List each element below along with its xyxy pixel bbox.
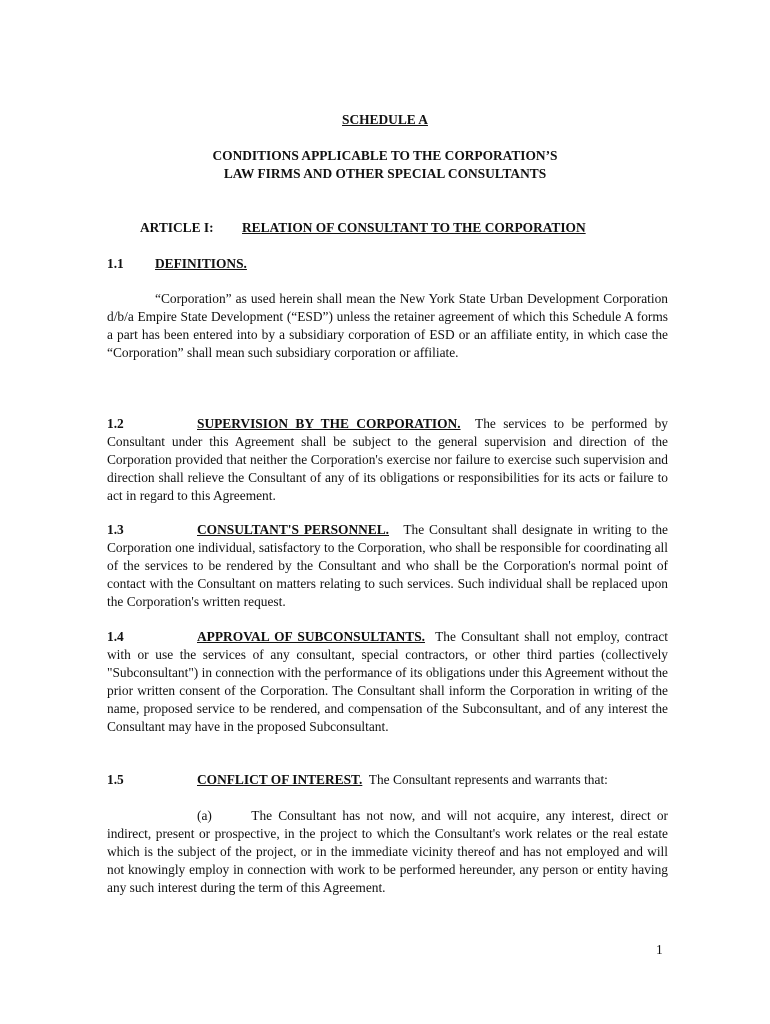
schedule-title: SCHEDULE A xyxy=(342,112,428,127)
section-1-2-number: 1.2 xyxy=(107,416,124,431)
article-label: ARTICLE I: xyxy=(140,220,214,235)
section-1-3 xyxy=(107,521,668,611)
section-1-1-body: “Corporation” as used herein shall mean the New York State Urban Development Corporation d/b/a Empire State Development (“ESD”) unless the retainer agreement of which this Schedule A forms a part has been entered into by a subsidiary corporation of ESD or an affiliate entity, in which case the “Corporation” shall mean such subsidiary corporation or affiliate. xyxy=(107,291,668,360)
section-1-5 xyxy=(107,771,668,789)
section-1-4-number: 1.4 xyxy=(107,629,124,644)
section-1-2-heading: SUPERVISION BY THE CORPORATION. xyxy=(197,416,461,431)
section-1-3-heading: CONSULTANT'S PERSONNEL. xyxy=(197,522,390,537)
conditions-title-line1: CONDITIONS APPLICABLE TO THE CORPORATION’S xyxy=(212,148,558,163)
section-1-2-body: The services to be performed by Consultant under this Agreement shall be subject to the general supervision and direction of the Corporation provided that neither the Corporation's exercise nor failure to exercise such supervision and direction shall relieve the Consultant of any of its obligations or responsibilities for its acts or failure to act in regard to this Agreement. xyxy=(107,416,668,503)
section-1-5-body: The Consultant represents and warrants that: xyxy=(368,772,608,787)
section-1-5-heading: CONFLICT OF INTEREST. xyxy=(197,772,363,787)
section-1-4 xyxy=(107,628,668,736)
conditions-title-line2: LAW FIRMS AND OTHER SPECIAL CONSULTANTS xyxy=(223,166,547,181)
section-1-3-number: 1.3 xyxy=(107,522,124,537)
article-title: RELATION OF CONSULTANT TO THE CORPORATION xyxy=(242,220,586,235)
section-1-1-heading: DEFINITIONS. xyxy=(155,256,247,271)
section-1-2 xyxy=(107,415,668,505)
section-1-5-a xyxy=(107,807,668,897)
page-number: 1 xyxy=(656,942,663,957)
section-1-4-body: The Consultant shall not employ, contract with or use the services of any consultant, special contractors, or other third parties (collectively "Subconsultant") in connection with the performance of its obligations under this Agreement without the prior written consent of the Corporation. The Consultant shall inform the Corporation in writing of the name, proposed service to be rendered, and compensation of the Subconsultant, and of any interest the Consultant may have in the proposed Subconsultant. xyxy=(107,629,668,734)
section-1-4-heading: APPROVAL OF SUBCONSULTANTS. xyxy=(197,629,425,644)
section-1-5-number: 1.5 xyxy=(107,772,124,787)
section-1-5-a-label: (a) xyxy=(197,808,212,823)
section-1-1-number: 1.1 xyxy=(107,256,124,271)
section-1-3-body: The Consultant shall designate in writing to the Corporation one individual, satisfactory to the Corporation, who shall be responsible for coordinating all of the services to be rendered by the Consultant and who shall be the Corporation's normal point of contact with the Consultant on matters relating to such services. Such individual shall be replaced upon the Corporation's written request. xyxy=(107,522,668,609)
section-1-5-a-body: The Consultant has not now, and will not acquire, any interest, direct or indirect, present or prospective, in the project to which the Consultant's work relates or the real estate which is the subject of the project, or in the immediate vicinity thereof and has not employed and will not knowingly employ in connection with work to be performed hereunder, any person or entity having any such interest during the term of this Agreement. xyxy=(107,808,668,895)
